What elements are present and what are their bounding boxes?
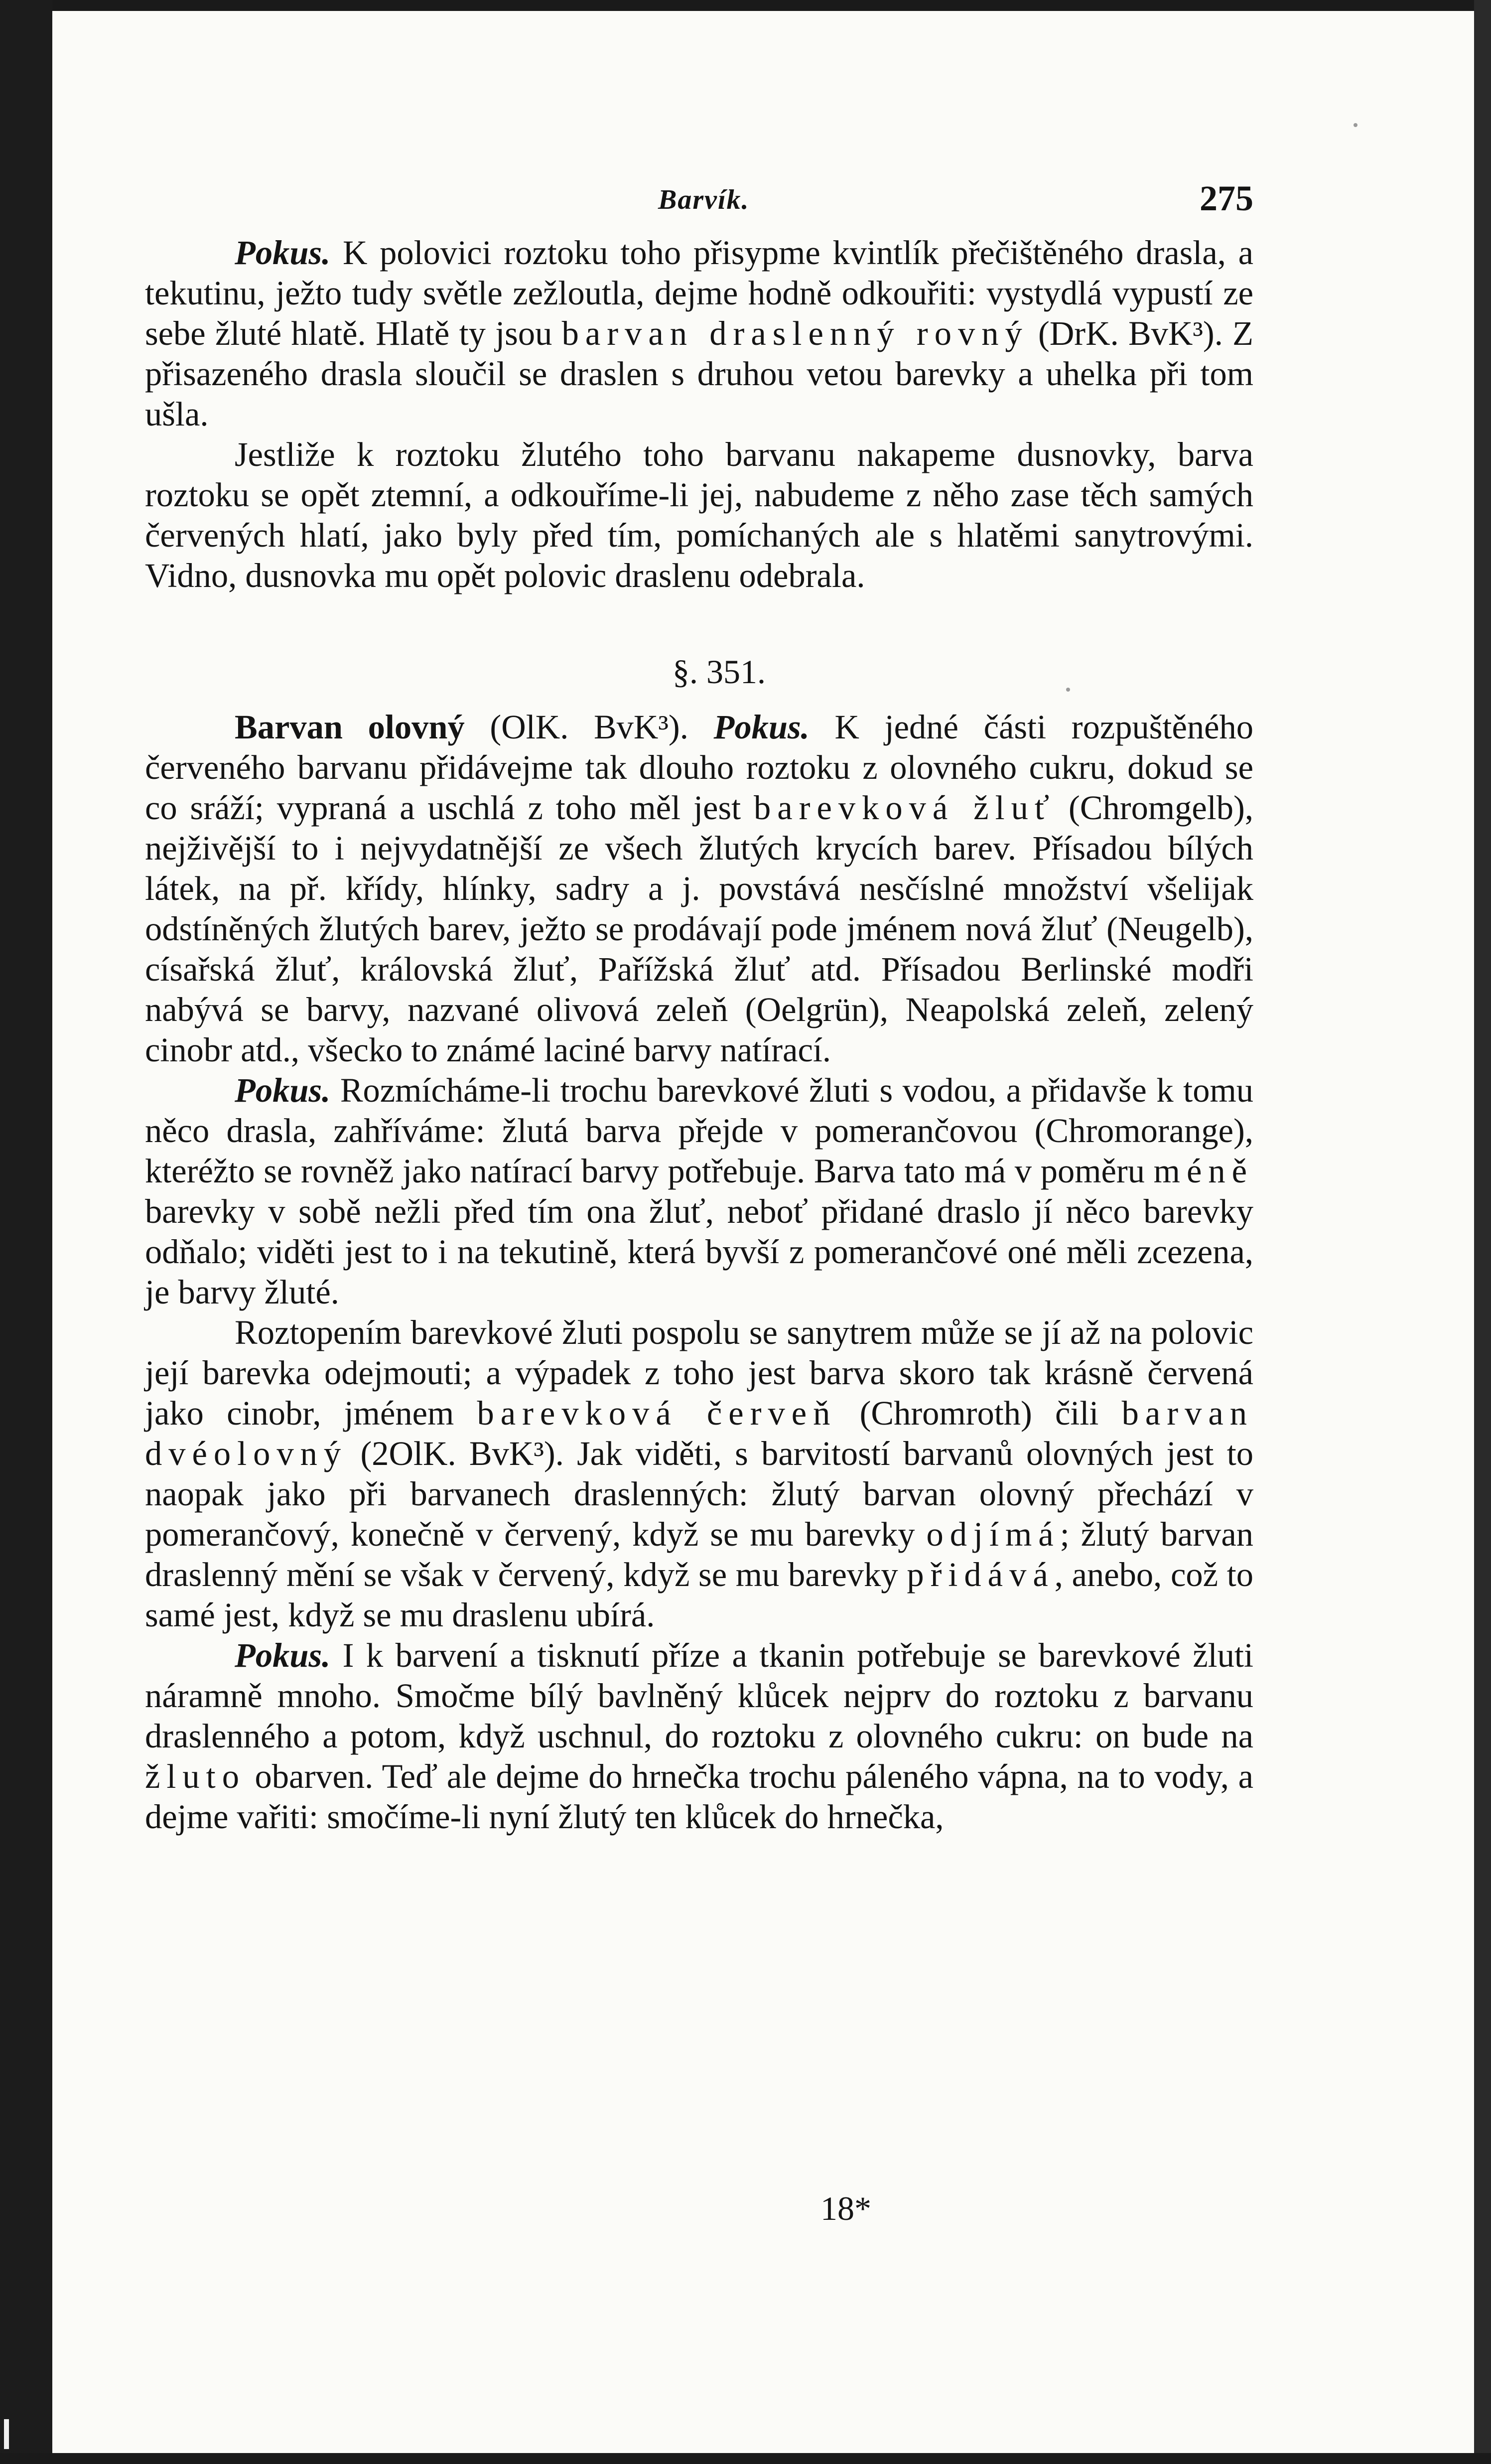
experiment-label: Pokus. <box>235 1636 331 1674</box>
paragraph <box>145 233 1253 435</box>
paragraph-text: (DrK. BvK³). Z přisazeného drasla sloučil se draslen s druhou vetou barevky a uhelka při tom ušla. <box>145 314 1253 433</box>
experiment-label: Pokus. <box>235 1071 331 1109</box>
paragraph-text: ; žlutý barvan draslenný mění se však v červený, když se mu barevky <box>145 1515 1253 1594</box>
paragraph <box>145 1070 1253 1312</box>
paragraph <box>145 1635 1253 1837</box>
paragraph-text: , anebo, což to samé jest, když se mu draslenu ubírá. <box>145 1556 1253 1634</box>
page-content <box>145 178 1253 1837</box>
spaced-term: přidává <box>907 1556 1055 1594</box>
scan-border-top <box>0 0 1491 11</box>
spaced-term: odjímá <box>926 1515 1060 1553</box>
scan-border-left <box>0 0 52 2464</box>
paragraph-text: Roztopením barevkové žluti pospolu se sanytrem může se jí až na polovic její barevka odejmouti; a výpadek z toho jest barva skoro tak krásně červená jako cinobr, jménem <box>145 1313 1253 1432</box>
spaced-term: barevková červeň <box>477 1394 837 1432</box>
book-page <box>52 11 1474 2453</box>
scan-border-right <box>1474 0 1491 2464</box>
paragraph-text: K polovici roztoku toho přisypme kvintlík přečištěného drasla, a tekutinu, ježto tudy světle zežloutla, dejme hodně odkouřiti: vystydlá vypustí ze sebe žluté hlatě. Hlatě ty jsou <box>145 234 1253 352</box>
experiment-label: Pokus. <box>235 234 331 272</box>
paragraph <box>145 1312 1253 1635</box>
spaced-term: barvan draslenný rovný <box>561 314 1029 352</box>
running-title: Barvík. <box>658 184 750 215</box>
paragraph-text: (Chromgelb), nejživější to i nejvydatnější ze všech žlutých krycích barev. Přísadou bílých látek, na př. křídy, hlínky, sadry a j. povstává nesčíslné množství všelijak odstíněných žlutých barev, ježto se prodávají pode jménem nová žluť (Neugelb), císařská žluť, královská žluť, Pařížská žluť atd. Přísadou Berlinské modři nabývá se barvy, nazvané olivová zeleň (Oelgrün), Neapolská zeleň, zelený cinobr atd., všecko to známé laciné barvy natírací. <box>145 789 1253 1069</box>
scan-artifact <box>4 2419 9 2449</box>
scan-speck <box>1354 123 1357 127</box>
spaced-term: méně <box>1153 1152 1253 1190</box>
paragraph-text: Rozmícháme-li trochu barevkové žluti s vodou, a přidavše k tomu něco drasla, zahříváme: žlutá barva přejde v pomerančovou (Chromorange), kteréžto se rovněž jako natírací barvy potřebuje. Barva tato má v poměru <box>145 1071 1253 1190</box>
paragraph-text: obarven. Teď ale dejme do hrnečka trochu páleného vápna, na to vody, a dejme vařiti: smočíme-li nyní žlutý ten klůcek do hrnečka, <box>145 1757 1253 1836</box>
paragraph-text: (2OlK. BvK³). Jak viděti, s barvitostí barvanů olovných jest to naopak jako při barvanech draslenných: žlutý barvan olovný přechází v pomerančový, konečně v červený, když se mu barevky <box>145 1435 1253 1553</box>
signature-mark: 18* <box>820 2189 871 2227</box>
paragraph-text: (Chromroth) čili <box>836 1394 1122 1432</box>
chemical-formula: (OlK. BvK³). <box>464 708 714 746</box>
experiment-label: Pokus. <box>713 708 810 746</box>
paragraph-text: K jedné části rozpuštěného červeného barvanu přidávejme tak dlouho roztoku z olovného cukru, dokud se co sráží; vypraná a uschlá z toho měl jest <box>145 708 1253 827</box>
section-number: §. 351. <box>673 653 766 691</box>
page-number: 275 <box>1200 178 1253 218</box>
paragraph: Jestliže k roztoku žlutého toho barvanu nakapeme dusnovky, barva roztoku se opět ztemní, a odkouříme-li jej, nabudeme z něho zase těch samých červených hlatí, jako byly před tím, pomíchaných ale s hlatěmi sanytrovými. Vidno, dusnovka mu opět polovic draslenu odebrala. <box>145 435 1253 594</box>
spaced-term: barvan dvéolovný <box>145 1394 1254 1472</box>
running-head <box>145 178 1253 233</box>
section-heading: Barvan olovný <box>235 708 465 746</box>
spaced-term: barevková žluť <box>754 789 1056 827</box>
body-text <box>145 233 1253 1837</box>
scan-border-bottom <box>0 2453 1491 2464</box>
paragraph-text: I k barvení a tisknutí příze a tkanin potřebuje se barevkové žluti náramně mnoho. Smočme bílý bavlněný klůcek nejprv do roztoku z barvanu draslenného a potom, když uschnul, do roztoku z olovného cukru: on bude na <box>145 1636 1253 1755</box>
spaced-term: žluto <box>145 1757 246 1795</box>
paragraph-text: barevky v sobě nežli před tím ona žluť, neboť přidané draslo jí něco barevky odňalo; viděti jest to i na tekutině, která byvší z pomerančové oné měli zcezena, je barvy žluté. <box>145 1192 1253 1311</box>
paragraph <box>145 707 1253 1070</box>
